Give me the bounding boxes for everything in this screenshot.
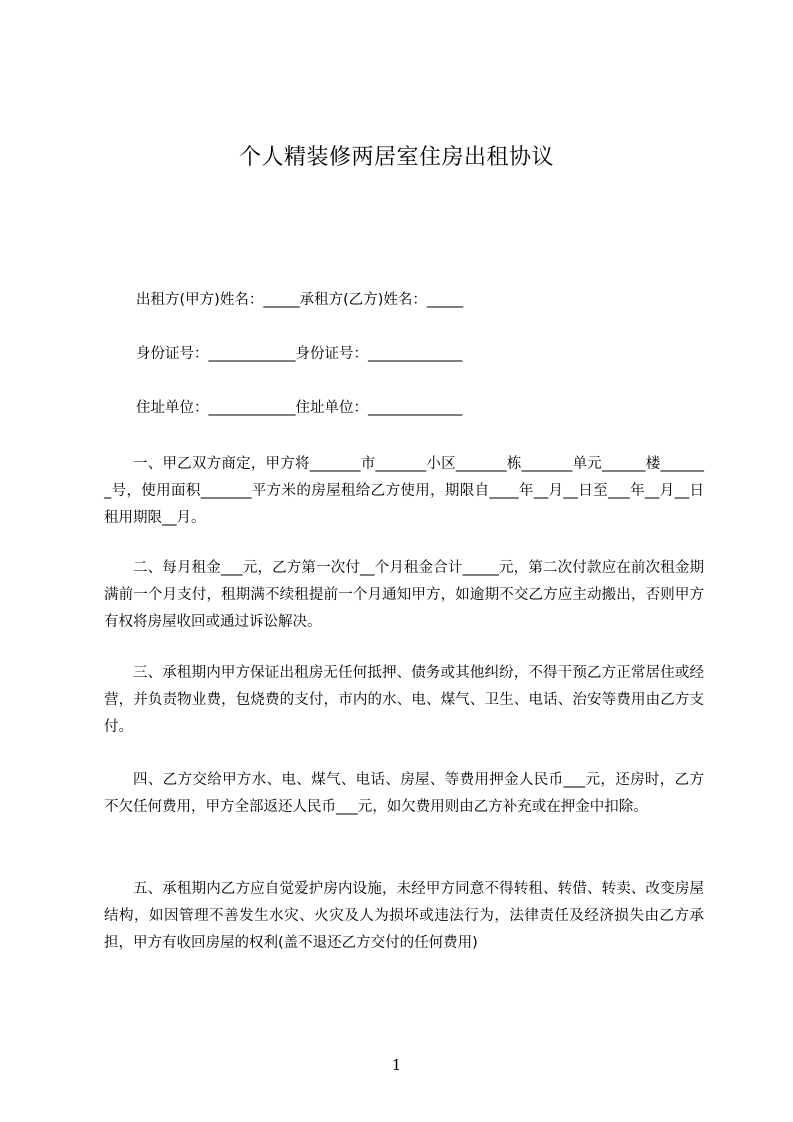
document-title: 个人精装修两居室住房出租协议 (238, 145, 554, 170)
party-names-line: 出租方(甲方)姓名：_____承租方(乙方)姓名：_____ (136, 292, 464, 308)
page-number: 1 (391, 1056, 402, 1074)
clause-4: 四、乙方交给甲方水、电、煤气、电话、房屋、等费用押金人民币___元，还房时，乙方不欠任何费用，甲方全部返还人民币___元，如欠费用则由乙方补充或在押金中扣除。 (104, 772, 704, 815)
id-number-line: 身份证号：____________身份证号：_____________ (136, 346, 463, 362)
clause-3: 三、承租期内甲方保证出租房无任何抵押、债务或其他纠纷，不得干预乙方正常居住或经营，并负责物业费，包烧费的支付，市内的水、电、煤气、卫生、电话、治安等费用由乙方支付。 (104, 665, 704, 735)
clause-2: 二、每月租金___元，乙方第一次付__个月租金合计_____元，第二次付款应在前次租金期满前一个月支付，租期满不续租提前一个月通知甲方，如逾期不交乙方应主动搬出，否则甲方有权将房屋收回或通过诉讼解决。 (104, 560, 704, 630)
clause-5: 五、承租期内乙方应自觉爱护房内设施，未经甲方同意不得转租、转借、转卖、改变房屋结构，如因管理不善发生水灾、火灾及人为损坏或违法行为，法律责任及经济损失由乙方承担，甲方有收回房屋的权利(盖不退还乙方交付的任何费用) (104, 881, 704, 951)
address-line: 住址单位：____________住址单位：_____________ (136, 400, 463, 416)
clause-1: 一、甲乙双方商定，甲方将_______市_______小区_______栋_______单元______楼_______号，使用面积_______平方米的房屋租给乙方使用，期限自____年__月__日至___年__月__日租用期限__月。 (104, 456, 704, 526)
